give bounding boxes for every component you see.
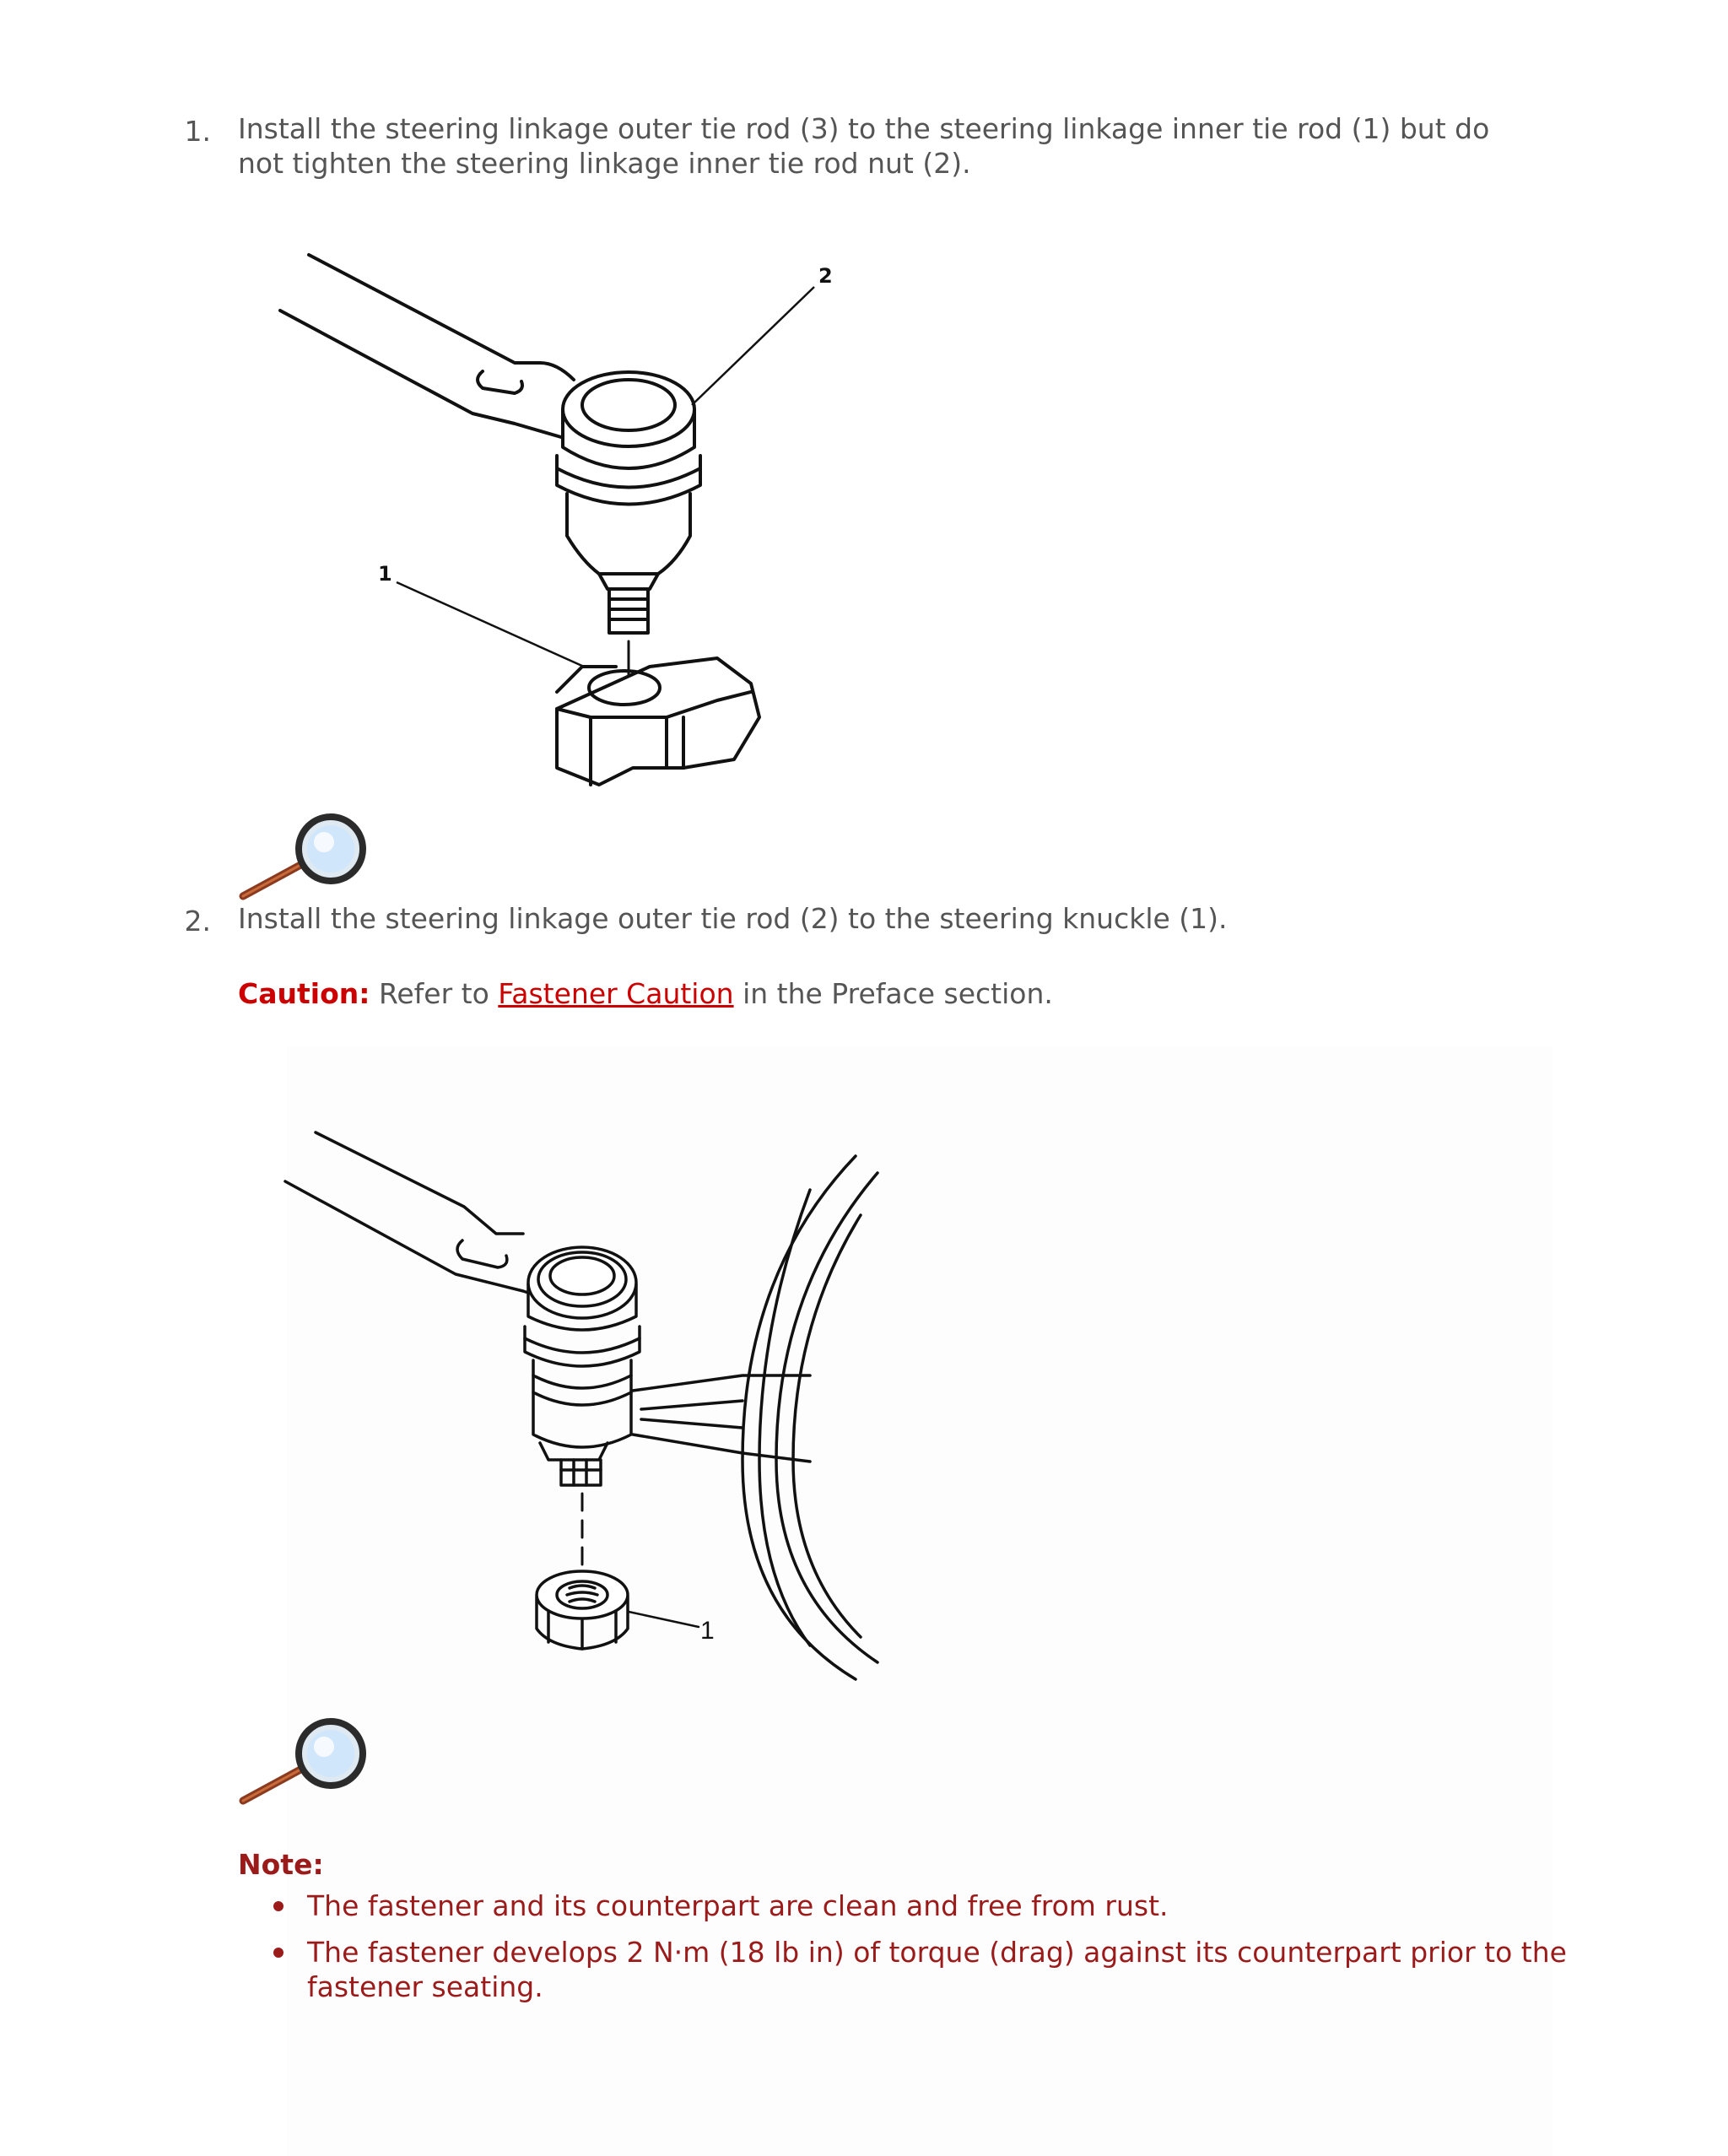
tie-rod-arm-lower-edge <box>280 311 561 437</box>
step-1-line-2: not tighten the steering linkage inner tie rod nut (2). <box>238 147 971 180</box>
steering-knuckle-arm-lower <box>633 1435 810 1462</box>
bullet-icon <box>273 1948 284 1958</box>
note-item <box>268 1889 1585 1923</box>
callout-2-label: 2 <box>818 264 833 288</box>
magnifier-icon[interactable] <box>236 810 371 903</box>
tie-rod-installation-figure-1 <box>262 245 833 793</box>
ball-stud <box>561 1460 601 1485</box>
tie-rod-installation-figure-2 <box>270 1122 878 1696</box>
caution-post: in the Preface section. <box>742 977 1053 1010</box>
callout-2-leader <box>692 287 814 405</box>
tie-rod-arm-notch <box>457 1240 507 1267</box>
wheel-hub-arc-4 <box>793 1215 861 1637</box>
step-2-number: 2. <box>184 905 211 938</box>
note-item-text: The fastener develops 2 N·m (18 lb in) of torque (drag) against its counterpart prior to the fastener seating. <box>307 1936 1567 2003</box>
step-1-number: 1. <box>184 115 211 148</box>
callout-1-leader <box>629 1612 699 1627</box>
caution-pre: Refer to <box>378 977 489 1010</box>
knuckle-block <box>557 658 759 785</box>
callout-1-label: 1 <box>700 1617 715 1645</box>
step-2-text: Install the steering linkage outer tie rod (2) to the steering knuckle (1). <box>238 902 1228 935</box>
tie-rod-arm-upper-edge <box>309 255 574 380</box>
fastener-caution-link[interactable]: Fastener Caution <box>498 977 734 1010</box>
note-item-text: The fastener and its counterpart are clean and free from rust. <box>307 1889 1169 1922</box>
caution-label: Caution: <box>238 977 370 1010</box>
magnifier-icon[interactable] <box>236 1715 371 1807</box>
callout-1-label: 1 <box>378 562 392 586</box>
caution-line <box>238 976 1605 1011</box>
note-list <box>268 1889 1585 2016</box>
tie-rod-arm-lower-edge <box>285 1181 538 1296</box>
step-1-text <box>238 111 1605 181</box>
note-item <box>268 1935 1585 2004</box>
callout-1-leader <box>397 582 584 667</box>
note-heading: Note: <box>238 1848 324 1881</box>
ball-joint-collar <box>557 456 700 505</box>
step-1-line-1: Install the steering linkage outer tie rod (3) to the steering linkage inner tie rod (1) but do <box>238 112 1490 145</box>
bullet-icon <box>273 1901 284 1911</box>
tie-rod-arm-notch <box>478 371 522 393</box>
tie-rod-arm-upper-edge <box>316 1132 523 1234</box>
nut-top <box>537 1571 628 1618</box>
